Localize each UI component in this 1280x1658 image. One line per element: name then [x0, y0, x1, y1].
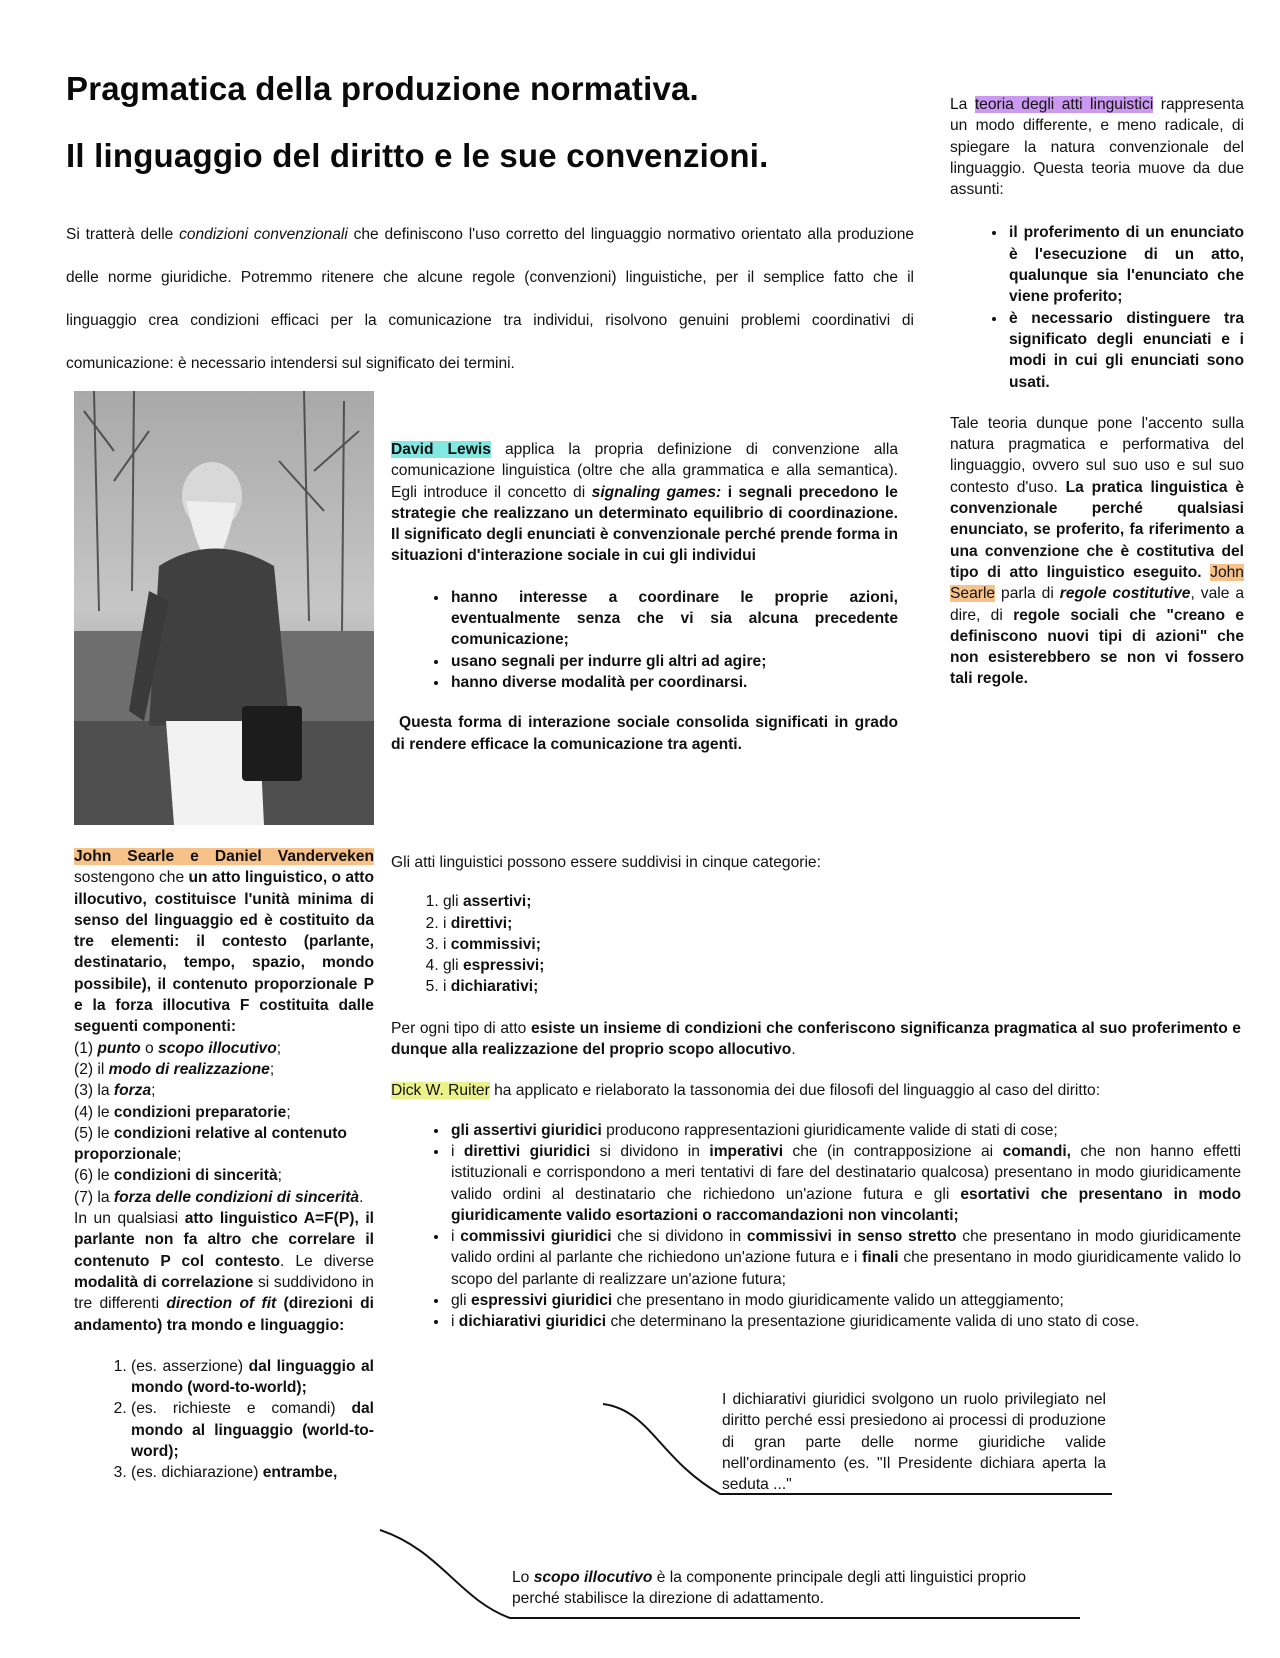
text: sostengono che [74, 869, 189, 887]
ruiter-paragraph: Dick W. Ruiter ha applicato e rielaborato la tassonomia dei due filosofi del linguaggio al caso del diritto: [391, 1082, 1101, 1100]
list-item: 1. (es. asserzione) dal linguaggio al mondo (word-to-world); [131, 1356, 374, 1399]
text: , vale a dire, di [950, 585, 1244, 624]
bold-text: i segnali precedono le strategie che realizzano un determinato equilibrio di coordinazione. Il significato degli enunciati è convenzionale perché prende forma in situazioni d'interazione sociale in cui gli individui [391, 483, 898, 565]
text: parla di [995, 585, 1060, 603]
list-item: 2. (es. richieste e comandi) dal mondo al linguaggio (world-to-word); [131, 1398, 374, 1462]
callout-illocutive-scope: Lo scopo illocutivo è la componente principale degli atti linguistici proprio perché stabilisce la direzione di adattamento. [512, 1569, 1026, 1608]
page-title: Pragmatica della produzione normativa. [66, 70, 699, 107]
direction-of-fit-paragraph: In un qualsiasi atto linguistico A=F(P), il parlante non fa altro che correlare il contenuto P col contesto. Le diverse modalità di correlazione si suddividono in tre differenti direction of fit (direzioni di andamento) tra mondo e linguaggio: [74, 1210, 375, 1334]
list-item: • gli espressivi giuridici che presentano in modo giuridicamente valido un atteggiamento; [449, 1290, 1241, 1311]
list-item: 4. gli espressivi; [443, 955, 1241, 976]
list-item: (5) le condizioni relative al contenuto proporzionale; [74, 1124, 347, 1164]
list-item: 1. gli assertivi; [443, 891, 1241, 912]
list-item: 2. i direttivi; [443, 913, 1241, 934]
list-item: • i dichiarativi giuridici che determinano la presentazione giuridicamente valida di uno stato di cose. [449, 1311, 1241, 1332]
list-item: (6) le condizioni di sincerità; [74, 1167, 282, 1185]
list-item: • usano segnali per indurre gli altri ad agire; [449, 651, 898, 672]
categories-intro: Gli atti linguistici possono essere suddivisi in cinque categorie: [391, 854, 821, 871]
list-item: (7) la forza delle condizioni di sincerità. [74, 1188, 364, 1206]
connector-line-bottom [380, 1530, 1080, 1618]
text: applica la propria definizione di convenzione alla comunicazione linguistica (oltre che alla grammatica e alla semantica). Egli introduce il concetto di [391, 441, 898, 501]
highlight-ruiter: Dick W. Ruiter [391, 1082, 490, 1100]
list-item: (2) il modo di realizzazione; [74, 1060, 275, 1078]
list-item: (3) la forza; [74, 1082, 156, 1100]
highlight-searle-vanderveken: John Searle e Daniel Vanderveken [74, 848, 374, 865]
intro-emphasis: condizioni convenzionali [179, 226, 348, 243]
list-item: • è necessario distinguere tra significato degli enunciati e i modi in cui gli enunciati sono usati. [1007, 308, 1244, 393]
list-item: • hanno interesse a coordinare le proprie azioni, eventualmente senza che vi sia alcuna precedente comunicazione; [449, 587, 898, 651]
text: rappresenta un modo differente, e meno radicale, di spiegare la natura convenzionale del linguaggio. Questa teoria muove da due assunti: [950, 96, 1244, 199]
bold-text: regole sociali che "creano e definiscono nuovi tipi di azioni" che non esisterebbero se non vi fossero tali regole. [950, 606, 1244, 688]
conditions-paragraph: Per ogni tipo di atto esiste un insieme di condizioni che conferiscono significanza pragmatica al suo proferimento e dunque alla realizzazione del proprio scopo allocutivo. [391, 1019, 1241, 1059]
list-item: 3. (es. dichiarazione) entrambe, [131, 1462, 374, 1483]
list-item: • il proferimento di un enunciato è l'esecuzione di un atto, qualunque sia l'enunciato che viene proferito; [1007, 222, 1244, 307]
emphasis: regole costitutive [1059, 585, 1191, 603]
callout-declaratives: I dichiarativi giuridici svolgono un ruolo privilegiato nel diritto perché essi presiedono ai processi di produzione di gran parte delle norme giuridiche valide nell'ordinamento (es. "Il Presidente dichiara aperta la seduta ..." [722, 1391, 1106, 1494]
emphasis: signaling games: [591, 483, 722, 501]
list-item: (1) punto o scopo illocutivo; [74, 1039, 282, 1057]
list-item: • gli assertivi giuridici producono rappresentazioni giuridicamente valide di stati di cose; [449, 1120, 1241, 1141]
lewis-conclusion: Questa forma di interazione sociale consolida significati in grado di rendere efficace la comunicazione tra agenti. [391, 714, 898, 753]
text: Tale teoria dunque pone l'accento sulla natura pragmatica e performativa del linguaggio, ovvero sul suo uso e sul suo contesto d'uso. [950, 414, 1244, 496]
highlight-theory: teoria degli atti linguistici [974, 96, 1154, 113]
page-subtitle: Il linguaggio del diritto e le sue convenzioni. [66, 137, 769, 174]
intro-text: Si tratterà delle [66, 226, 180, 243]
connector-line-top [603, 1404, 1112, 1494]
list-item: 5. i dichiarativi; [443, 976, 1241, 997]
highlight-lewis: David Lewis [391, 441, 491, 458]
bold-text: un atto linguistico, o atto illocutivo, costituisce l'unità minima di senso del linguaggio ed è costituito da tre elementi: il contesto (parlante, destinatario, tempo, spazio, mondo possibile), il contenuto proporzionale P e la forza illocutiva F costituita dalle seguenti componenti: [74, 869, 374, 1036]
list-item: • i commissivi giuridici che si dividono in commissivi in senso stretto che presentano in modo giuridicamente valido ordini al parlante che richiedono un'azione futura e i finali che presentano in modo giuridicamente valido lo scopo del parlante di realizzare un'azione futura; [449, 1226, 1241, 1290]
list-item: (4) le condizioni preparatorie; [74, 1103, 291, 1121]
bold-text: La pratica linguistica è convenzionale perché qualsiasi enunciato, se proferito, fa riferimento a una convenzione che è costitutiva del tipo di atto linguistico eseguito. [950, 478, 1245, 581]
list-item: • i direttivi giuridici si dividono in imperativi che (in contrapposizione ai comandi, che non hanno effetti istituzionali e corrispondono a meri tentativi di fare del destinatario qualcosa) presentano in modo giuridicamente valido ordini al destinatario che richiedono un'azione futura e gli esortativi che presentano in modo giuridicamente valido esortazioni o raccomandazioni non vincolanti; [449, 1141, 1241, 1226]
text: La [950, 96, 975, 113]
list-item: • hanno diverse modalità per coordinarsi. [449, 672, 898, 693]
intro-text-rest: che definiscono l'uso corretto del linguaggio normativo orientato alla produzione delle norme giuridiche. Potremmo ritenere che alcune regole (convenzioni) linguistiche, per il semplice fatto che il linguaggio crea condizioni efficaci per la comunicazione tra individui, risolvono genuini problemi coordinativi di comunicazione: è necessario intendersi sul significato dei termini. [66, 226, 914, 372]
list-item: 3. i commissivi; [443, 934, 1241, 955]
highlight-searle: John Searle [950, 563, 1244, 603]
